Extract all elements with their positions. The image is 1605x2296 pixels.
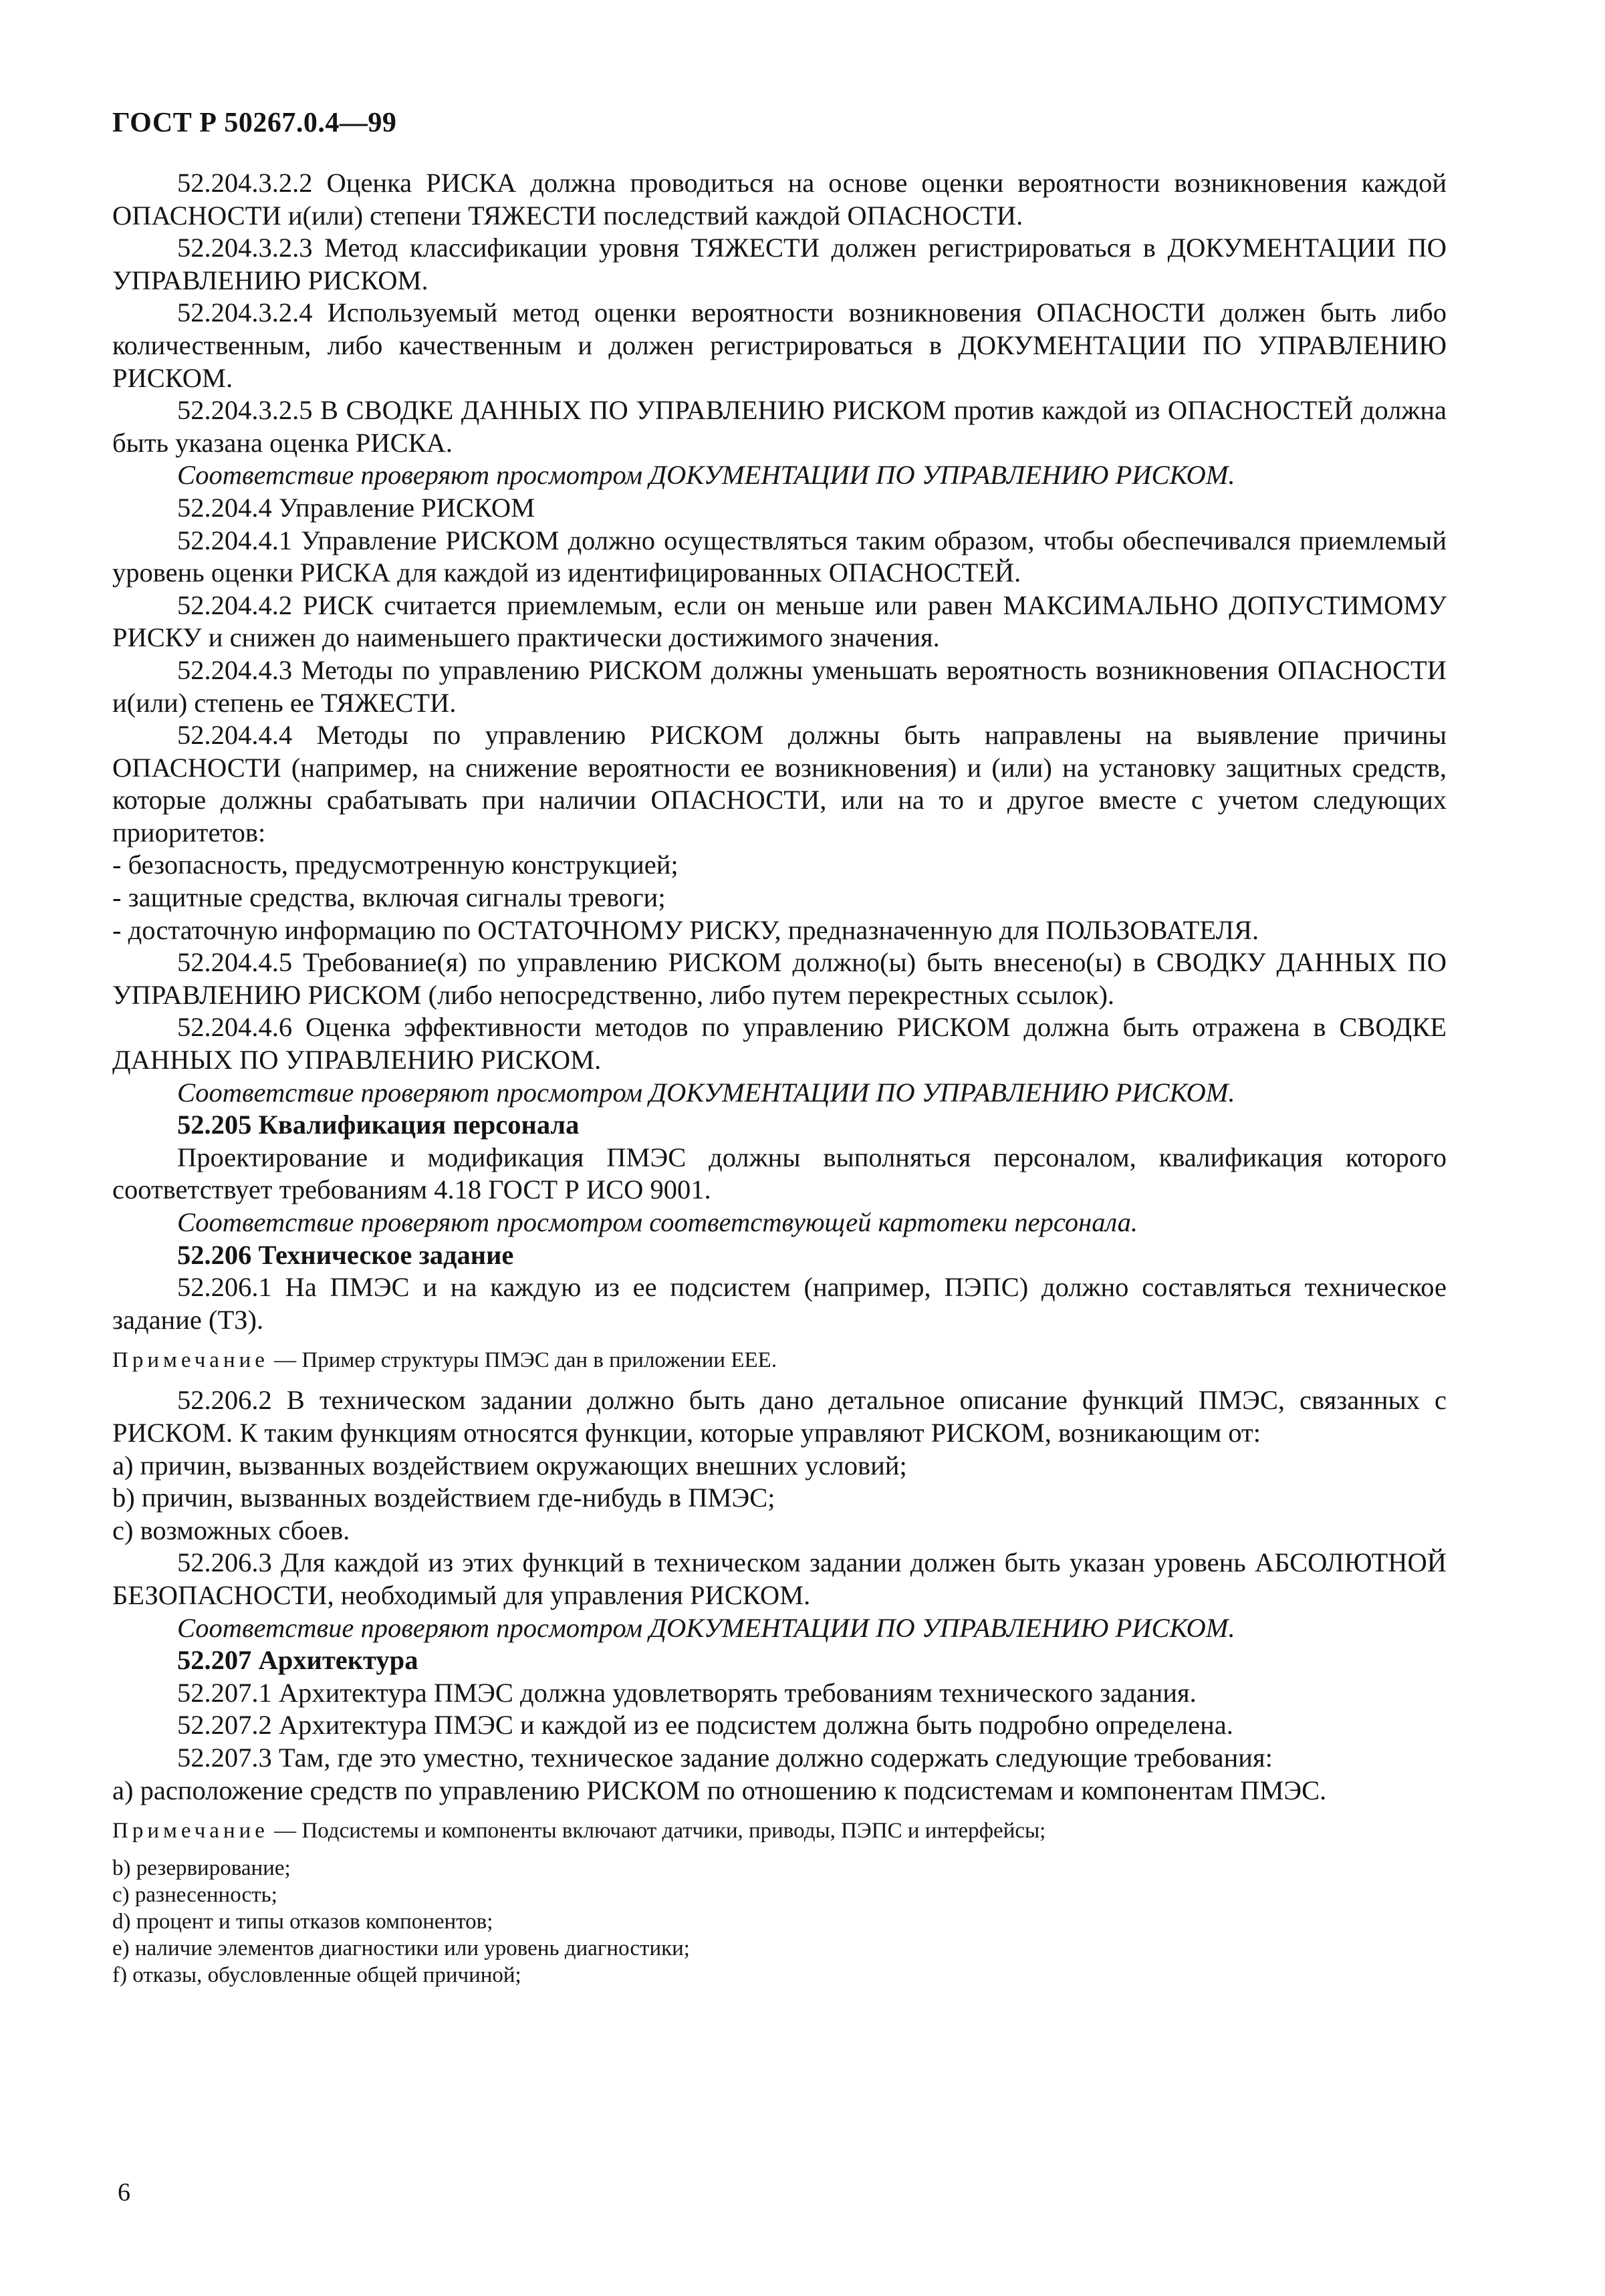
paragraph: 52.204.3.2.3 Метод классификации уровня ТЯЖЕСТИ должен регистрироваться в ДОКУМЕНТАЦИИ ПО УПРАВЛЕНИЮ РИСКОМ. <box>112 233 1447 295</box>
list-item: f) отказы, обусловленные общей причиной; <box>112 1963 521 1988</box>
paragraph: 52.207.2 Архитектура ПМЭС и каждой из ее подсистем должна быть подробно определена. <box>177 1710 1233 1741</box>
list-item: b) причин, вызванных воздействием где-нибудь в ПМЭС; <box>112 1483 775 1513</box>
paragraph: 52.206.1 На ПМЭС и на каждую из ее подсистем (например, ПЭПС) должно составляться техническое задание (ТЗ). <box>112 1272 1447 1335</box>
compliance-note: Соответствие проверяют просмотром ДОКУМЕНТАЦИИ ПО УПРАВЛЕНИЮ РИСКОМ. <box>177 460 1235 491</box>
list-item: d) процент и типы отказов компонентов; <box>112 1910 493 1934</box>
note-label: Примечание <box>112 1348 269 1373</box>
compliance-note: Соответствие проверяют просмотром ДОКУМЕНТАЦИИ ПО УПРАВЛЕНИЮ РИСКОМ. <box>177 1077 1235 1108</box>
compliance-note: Соответствие проверяют просмотром ДОКУМЕНТАЦИИ ПО УПРАВЛЕНИЮ РИСКОМ. <box>177 1612 1235 1643</box>
note-text: — Пример структуры ПМЭС дан в приложении ЕЕЕ. <box>268 1348 777 1373</box>
note <box>112 1347 1447 1374</box>
paragraph: 52.204.4.2 РИСК считается приемлемым, если он меньше или равен МАКСИМАЛЬНО ДОПУСТИМОМУ РИСКУ и снижен до наименьшего практически достижимого значения. <box>112 590 1447 653</box>
list-item: a) причин, вызванных воздействием окружающих внешних условий; <box>112 1450 907 1481</box>
list-item: b) резервирование; <box>112 1856 291 1881</box>
paragraph: 52.204.3.2.5 В СВОДКЕ ДАННЫХ ПО УПРАВЛЕНИЮ РИСКОМ против каждой из ОПАСНОСТЕЙ должна быть указана оценка РИСКА. <box>112 395 1447 458</box>
paragraph: 52.204.4.6 Оценка эффективности методов по управлению РИСКОМ должна быть отражена в СВОДКЕ ДАННЫХ ПО УПРАВЛЕНИЮ РИСКОМ. <box>112 1012 1447 1075</box>
section-heading: 52.205 Квалификация персонала <box>177 1110 580 1140</box>
note-text: — Подсистемы и компоненты включают датчики, приводы, ПЭПС и интерфейсы; <box>268 1819 1046 1843</box>
page-number: 6 <box>118 2178 130 2206</box>
note <box>112 1817 1447 1844</box>
section-heading: 52.207 Архитектура <box>177 1645 418 1676</box>
paragraph: 52.207.3 Там, где это уместно, техническое задание должно содержать следующие требования: <box>177 1742 1273 1773</box>
list-item: e) наличие элементов диагностики или уровень диагностики; <box>112 1936 690 1961</box>
list-item: c) возможных сбоев. <box>112 1515 350 1545</box>
paragraph: 52.206.3 Для каждой из этих функций в техническом задании должен быть указан уровень АБСОЛЮТНОЙ БЕЗОПАСНОСТИ, необходимый для управления РИСКОМ. <box>112 1547 1447 1610</box>
paragraph: 52.204.4.1 Управление РИСКОМ должно осуществляться таким образом, чтобы обеспечивался приемлемый уровень оценки РИСКА для каждой из идентифицированных ОПАСНОСТЕЙ. <box>112 525 1447 588</box>
paragraph: 52.206.2 В техническом задании должно быть дано детальное описание функций ПМЭС, связанных с РИСКОМ. К таким функциям относятся функции, которые управляют РИСКОМ, возникающим от: <box>112 1385 1447 1448</box>
paragraph: 52.204.3.2.4 Используемый метод оценки вероятности возникновения ОПАСНОСТИ должен быть либо количественным, либо качественным и должен регистрироваться в ДОКУМЕНТАЦИИ ПО УПРАВЛЕНИЮ РИСКОМ. <box>112 297 1447 393</box>
paragraph: Проектирование и модификация ПМЭС должны выполняться персоналом, квалификация которого соответствует требованиям 4.18 ГОСТ Р ИСО 9001. <box>112 1142 1447 1205</box>
subsection-heading: 52.204.4 Управление РИСКОМ <box>177 492 535 523</box>
paragraph: 52.207.1 Архитектура ПМЭС должна удовлетворять требованиям технического задания. <box>177 1677 1197 1708</box>
paragraph: 52.204.4.4 Методы по управлению РИСКОМ должны быть направлены на выявление причины ОПАСНОСТИ (например, на снижение вероятности ее возникновения) и (или) на установку защитных средств, которые должны срабатывать при наличии ОПАСНОСТИ, или на то и другое вместе с учетом следующих приоритетов: <box>112 720 1447 848</box>
list-item: - достаточную информацию по ОСТАТОЧНОМУ РИСКУ, предназначенную для ПОЛЬЗОВАТЕЛЯ. <box>112 914 1259 945</box>
compliance-note: Соответствие проверяют просмотром соответствующей картотеки персонала. <box>177 1207 1138 1237</box>
paragraph: 52.204.3.2.2 Оценка РИСКА должна проводиться на основе оценки вероятности возникновения каждой ОПАСНОСТИ и(или) степени ТЯЖЕСТИ последствий каждой ОПАСНОСТИ. <box>112 168 1447 231</box>
list-item: a) расположение средств по управлению РИСКОМ по отношению к подсистемам и компонентам ПМЭС. <box>112 1775 1327 1805</box>
document-body <box>112 167 1447 1989</box>
section-heading: 52.206 Техническое задание <box>177 1239 514 1270</box>
list-item: c) разнесенность; <box>112 1883 277 1908</box>
list-item: - защитные средства, включая сигналы тревоги; <box>112 882 666 913</box>
list-item: - безопасность, предусмотренную конструкцией; <box>112 850 678 880</box>
page-header: ГОСТ Р 50267.0.4—99 <box>112 108 397 138</box>
paragraph: 52.204.4.3 Методы по управлению РИСКОМ должны уменьшать вероятность возникновения ОПАСНОСТИ и(или) степень ее ТЯЖЕСТИ. <box>112 654 1447 718</box>
paragraph: 52.204.4.5 Требование(я) по управлению РИСКОМ должно(ы) быть внесено(ы) в СВОДКУ ДАННЫХ ПО УПРАВЛЕНИЮ РИСКОМ (либо непосредственно, либо путем перекрестных ссылок). <box>112 947 1447 1010</box>
note-label: Примечание <box>112 1819 269 1843</box>
